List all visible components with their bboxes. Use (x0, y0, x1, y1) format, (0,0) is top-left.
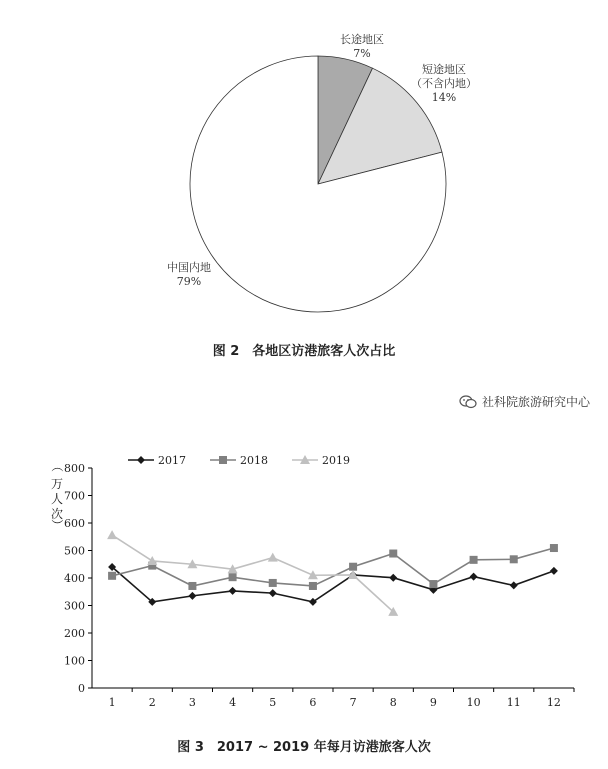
data-point (309, 582, 317, 590)
pie-slice-label: 短途地区 (422, 63, 466, 76)
x-tick-label: 2 (148, 696, 156, 709)
data-point (219, 456, 227, 464)
data-point (268, 553, 278, 562)
x-tick-label: 5 (269, 696, 277, 709)
data-point (470, 556, 478, 564)
x-tick-label: 12 (546, 696, 561, 709)
y-tick-label: 100 (64, 654, 85, 668)
y-axis-label-char: 人 (50, 492, 64, 506)
data-point (229, 573, 237, 581)
line-caption: 图 3 2017 ~ 2019 年每月访港旅客人次 (177, 740, 431, 755)
y-tick-label: 500 (64, 544, 85, 558)
data-point (137, 456, 145, 464)
y-axis-label-char: 万 (50, 477, 64, 491)
y-tick-label: 400 (64, 572, 85, 585)
x-tick-label: 1 (108, 696, 116, 709)
data-point (550, 544, 558, 552)
y-tick-label: 700 (64, 489, 85, 503)
pie-slice-value-label: 79% (176, 275, 202, 288)
data-point (108, 572, 116, 580)
y-label-open: （ (50, 459, 64, 473)
data-point (188, 592, 196, 600)
series-line (112, 567, 554, 602)
y-tick-label: 200 (64, 627, 85, 640)
x-tick-label: 3 (188, 696, 196, 709)
pie-slice-label: 长途地区 (340, 33, 384, 46)
wechat-icon (459, 395, 477, 409)
legend-label: 2018 (240, 454, 268, 467)
data-point (510, 555, 518, 563)
data-point (188, 582, 196, 590)
data-point (107, 530, 117, 539)
y-tick-label: 800 (64, 462, 85, 475)
y-tick-label: 600 (64, 517, 85, 530)
data-point (389, 550, 397, 558)
legend-label: 2017 (158, 454, 186, 467)
pie-chart (0, 0, 608, 330)
line-chart (0, 440, 608, 740)
data-point (470, 573, 478, 581)
x-tick-label: 4 (229, 696, 237, 709)
data-point (229, 587, 237, 595)
watermark (459, 393, 590, 410)
x-tick-label: 11 (506, 696, 521, 709)
pie-slice-sublabel: （不含内地） (411, 77, 477, 90)
data-point (389, 574, 397, 582)
watermark-text: 社科院旅游研究中心 (481, 395, 590, 409)
data-point (269, 589, 277, 597)
pie-slice-value-label: 7% (353, 47, 371, 60)
legend-label: 2019 (322, 454, 350, 467)
y-tick-label: 300 (64, 599, 85, 613)
x-tick-label: 9 (429, 696, 437, 709)
pie-slice-value-label: 14% (431, 91, 457, 104)
pie-slice-label: 中国内地 (167, 261, 211, 274)
data-point (550, 567, 558, 575)
x-tick-label: 8 (389, 696, 397, 709)
x-tick-label: 7 (349, 696, 357, 709)
y-label-close: ） (50, 518, 64, 532)
pie-caption: 图 2 各地区访港旅客人次占比 (212, 344, 396, 359)
data-point (510, 581, 518, 589)
y-axis-label-char: 次 (50, 507, 64, 521)
data-point (429, 580, 437, 588)
data-point (349, 563, 357, 571)
x-tick-label: 6 (309, 696, 317, 709)
x-tick-label: 10 (466, 696, 481, 709)
data-point (269, 579, 277, 587)
y-tick-label: 0 (78, 682, 85, 695)
